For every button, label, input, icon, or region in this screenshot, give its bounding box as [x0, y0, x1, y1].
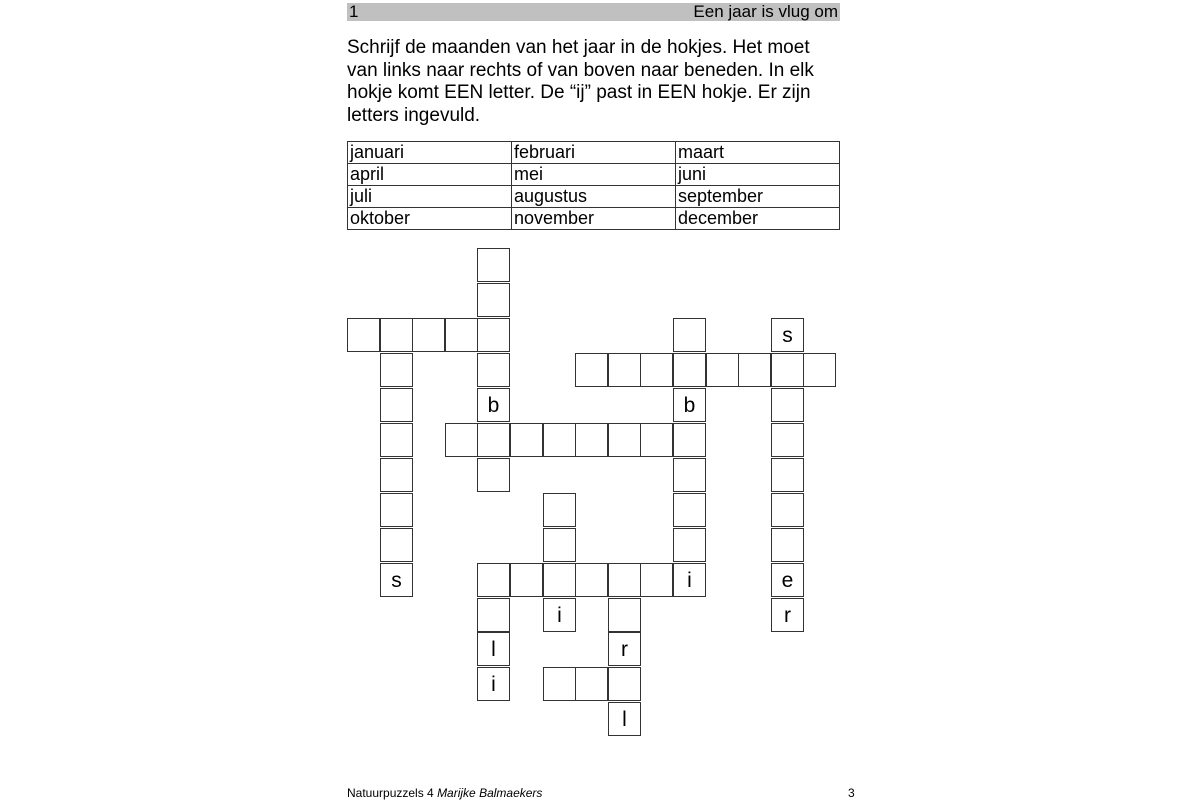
table-row — [348, 142, 840, 164]
crossword-cell[interactable] — [803, 353, 836, 387]
table-row — [348, 208, 840, 230]
crossword-cell[interactable] — [380, 493, 413, 527]
crossword-cell[interactable] — [477, 563, 510, 597]
months-table — [347, 141, 840, 230]
crossword-cell[interactable] — [640, 423, 673, 457]
crossword-cell[interactable] — [706, 353, 739, 387]
prefilled-letter-cell[interactable]: i — [673, 563, 706, 597]
crossword-cell[interactable] — [608, 353, 641, 387]
table-row — [348, 186, 840, 208]
crossword-cell[interactable] — [543, 423, 576, 457]
crossword-cell[interactable] — [543, 667, 576, 701]
crossword-cell[interactable] — [380, 528, 413, 562]
crossword-cell[interactable] — [380, 423, 413, 457]
crossword-cell[interactable] — [771, 353, 804, 387]
month-cell: maart — [676, 142, 840, 164]
month-cell: september — [676, 186, 840, 208]
crossword-cell[interactable] — [608, 667, 641, 701]
crossword-cell[interactable] — [445, 423, 478, 457]
crossword-cell[interactable] — [412, 318, 445, 352]
month-cell: juni — [676, 164, 840, 186]
crossword-cell[interactable] — [543, 563, 576, 597]
page-number: 1 — [349, 2, 359, 21]
prefilled-letter-cell[interactable]: l — [608, 702, 641, 736]
crossword-cell[interactable] — [477, 318, 510, 352]
crossword-cell[interactable] — [445, 318, 478, 352]
author-name: Marijke Balmaekers — [437, 786, 543, 800]
crossword-cell[interactable] — [640, 563, 673, 597]
crossword-cell[interactable] — [477, 283, 510, 317]
crossword-cell[interactable] — [477, 598, 510, 632]
crossword-cell[interactable] — [477, 353, 510, 387]
header-bar — [347, 3, 840, 21]
crossword-cell[interactable] — [608, 598, 641, 632]
page-title: Een jaar is vlug om — [693, 2, 838, 21]
crossword-cell[interactable] — [771, 423, 804, 457]
month-cell: juli — [348, 186, 512, 208]
prefilled-letter-cell[interactable]: l — [477, 632, 510, 666]
crossword-cell[interactable] — [380, 388, 413, 422]
instructions-text: Schrijf de maanden van het jaar in de hokjes. Het moet van links naar rechts of van boven naar beneden. In elk hokje komt EEN letter. De “ij” past in EEN hokje. Er zijn letters ingevuld. — [347, 37, 814, 126]
month-cell: februari — [512, 142, 676, 164]
crossword-cell[interactable] — [380, 353, 413, 387]
month-cell: mei — [512, 164, 676, 186]
crossword-cell[interactable] — [575, 423, 608, 457]
crossword-cell[interactable] — [771, 528, 804, 562]
table-row — [348, 164, 840, 186]
prefilled-letter-cell[interactable]: i — [543, 598, 576, 632]
prefilled-letter-cell[interactable]: r — [608, 632, 641, 666]
prefilled-letter-cell[interactable]: s — [380, 563, 413, 597]
crossword-cell[interactable] — [771, 493, 804, 527]
crossword-cell[interactable] — [673, 493, 706, 527]
crossword-cell[interactable] — [738, 353, 771, 387]
crossword-cell[interactable] — [673, 423, 706, 457]
crossword-cell[interactable] — [477, 458, 510, 492]
prefilled-letter-cell[interactable]: b — [673, 388, 706, 422]
crossword-cell[interactable] — [673, 318, 706, 352]
crossword-cell[interactable] — [673, 458, 706, 492]
month-cell: augustus — [512, 186, 676, 208]
month-cell: november — [512, 208, 676, 230]
crossword-cell[interactable] — [673, 353, 706, 387]
crossword-cell[interactable] — [543, 528, 576, 562]
crossword-cell[interactable] — [575, 667, 608, 701]
crossword-cell[interactable] — [477, 423, 510, 457]
crossword-cell[interactable] — [510, 563, 543, 597]
crossword-cell[interactable] — [347, 318, 380, 352]
footer-page-number: 3 — [848, 786, 855, 800]
crossword-cell[interactable] — [608, 563, 641, 597]
month-cell: december — [676, 208, 840, 230]
prefilled-letter-cell[interactable]: b — [477, 388, 510, 422]
prefilled-letter-cell[interactable]: s — [771, 318, 804, 352]
crossword-cell[interactable] — [543, 493, 576, 527]
crossword-cell[interactable] — [575, 563, 608, 597]
footer-credit — [347, 786, 542, 800]
prefilled-letter-cell[interactable]: i — [477, 667, 510, 701]
prefilled-letter-cell[interactable]: r — [771, 598, 804, 632]
crossword-cell[interactable] — [608, 423, 641, 457]
crossword-cell[interactable] — [575, 353, 608, 387]
month-cell: januari — [348, 142, 512, 164]
crossword-cell[interactable] — [640, 353, 673, 387]
prefilled-letter-cell[interactable]: e — [771, 563, 804, 597]
crossword-cell[interactable] — [673, 528, 706, 562]
book-title: Natuurpuzzels 4 — [347, 786, 434, 800]
crossword-cell[interactable] — [510, 423, 543, 457]
crossword-cell[interactable] — [771, 458, 804, 492]
crossword-cell[interactable] — [380, 458, 413, 492]
crossword-cell[interactable] — [477, 248, 510, 282]
crossword-cell[interactable] — [380, 318, 413, 352]
month-cell: april — [348, 164, 512, 186]
crossword-cell[interactable] — [771, 388, 804, 422]
month-cell: oktober — [348, 208, 512, 230]
